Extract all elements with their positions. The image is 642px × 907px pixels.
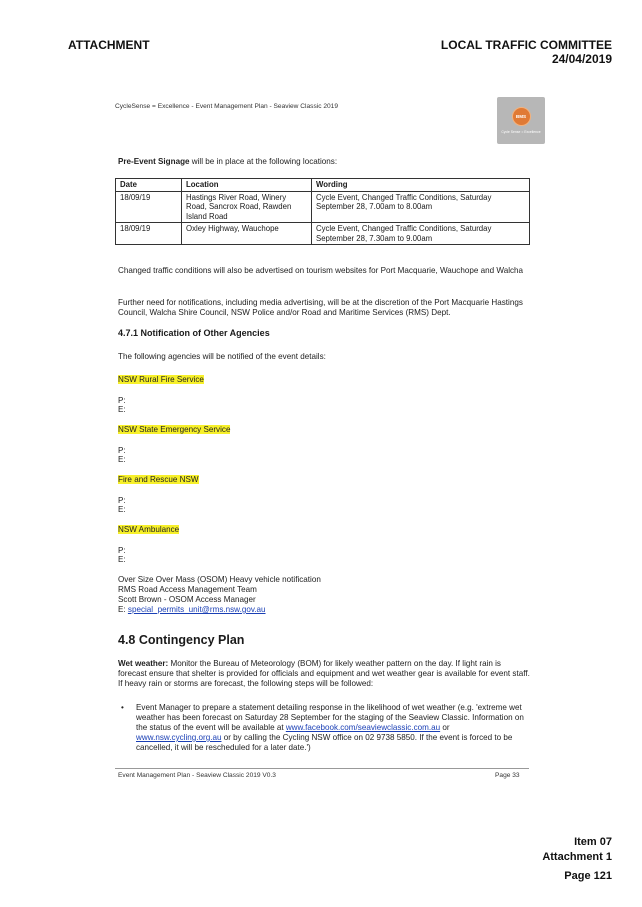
document-header: CycleSense = Excellence - Event Management Plan - Seaview Classic 2019 [115, 103, 339, 110]
agency-name: Fire and Rescue NSW [118, 475, 199, 484]
changed-conditions-paragraph: Changed traffic conditions will also be advertised on tourism websites for Port Macquarie, Wauchope and Walcha [118, 266, 524, 275]
agency-email: E: [118, 555, 126, 564]
cell-date: 18/09/19 [116, 191, 182, 223]
cell-wording: Cycle Event, Changed Traffic Conditions, Saturday September 28, 7.00am to 8.00am [312, 191, 530, 223]
agency-phone: P: [118, 546, 126, 555]
nsw-cycling-link[interactable]: www.nsw.cycling.org.au [136, 733, 222, 742]
facebook-link[interactable]: www.facebook.com/seaviewclassic.com.au [285, 723, 441, 732]
osom-email-prefix: E: [118, 605, 128, 614]
wet-weather-paragraph [118, 659, 532, 689]
signage-intro-rest: will be in place at the following locations: [189, 157, 338, 166]
osom-notification: Over Size Over Mass (OSOM) Heavy vehicle notification [118, 575, 321, 584]
page-number: Page 121 [564, 870, 612, 882]
section-4-7-1-heading: 4.7.1 Notification of Other Agencies [118, 328, 270, 338]
agency-email: E: [118, 405, 126, 414]
col-header-location: Location [182, 179, 312, 192]
committee-date: 24/04/2019 [551, 52, 612, 66]
cell-wording: Cycle Event, Changed Traffic Conditions, Saturday September 28, 7.30am to 9.00am [312, 223, 530, 245]
col-header-wording: Wording [312, 179, 530, 192]
logo-emblem [512, 107, 531, 126]
agency-phone: P: [118, 446, 126, 455]
wet-weather-text: Monitor the Bureau of Meteorology (BOM) for likely weather pattern on the day. If light rain is forecast ensure that shelter is provided for officials and equipment and wet weather gear is available for event staff. If heavy rain or storms are forecast, the following steps will be followed: [118, 659, 530, 688]
cell-location: Oxley Highway, Wauchope [182, 223, 312, 245]
logo-initials: BMS [515, 114, 527, 119]
table-header-row [116, 179, 530, 192]
signage-table [115, 178, 530, 245]
cell-date: 18/09/19 [116, 223, 182, 245]
further-notification-paragraph: Further need for notifications, including media advertising, will be at the discretion of the Port Macquarie Hastings Council, Walcha Shire Council, NSW Police and/or Road and Maritime Services (RMS) Dept. [118, 298, 523, 317]
agency-phone: P: [118, 496, 126, 505]
agency-name: NSW Ambulance [118, 525, 180, 534]
agency-block [118, 475, 199, 485]
attachment-label: ATTACHMENT [68, 38, 150, 52]
wet-weather-label: Wet weather: [118, 659, 169, 668]
agency-block [118, 425, 230, 435]
osom-contact: Scott Brown - OSOM Access Manager [118, 595, 256, 604]
signage-intro [118, 157, 337, 167]
agency-block [118, 525, 179, 535]
osom-team: RMS Road Access Management Team [118, 585, 257, 594]
bullet-item [136, 703, 534, 753]
bullet-text-2: or [440, 723, 450, 732]
document-footer-title: Event Management Plan - Seaview Classic 2019 V0.3 [118, 772, 276, 779]
document-footer-page: Page 33 [495, 772, 520, 779]
attachment-number: Attachment 1 [542, 851, 612, 863]
agency-name: NSW State Emergency Service [118, 425, 231, 434]
col-header-date: Date [116, 179, 182, 192]
table-row [116, 191, 530, 223]
osom-email-link[interactable]: special_permits_unit@rms.nsw.gov.au [127, 605, 266, 614]
agency-name: NSW Rural Fire Service [118, 375, 204, 384]
footer-divider [115, 768, 529, 769]
item-number: Item 07 [574, 836, 612, 848]
cyclesense-logo [497, 97, 545, 144]
bullet-icon: • [121, 703, 124, 712]
signage-intro-bold: Pre-Event Signage [118, 157, 190, 166]
agency-phone: P: [118, 396, 126, 405]
cell-location: Hastings River Road, Winery Road, Sancrox Road, Rawden Island Road [182, 191, 312, 223]
table-row [116, 223, 530, 245]
section-4-8-heading: 4.8 Contingency Plan [118, 633, 245, 647]
osom-email-line [118, 605, 266, 615]
logo-tagline: Cycle Sense = Excellence [501, 130, 541, 134]
agencies-intro: The following agencies will be notified of the event details: [118, 352, 326, 361]
agency-email: E: [118, 505, 126, 514]
bullet-text-1: Event Manager to prepare a statement detailing response in the likelihood of wet weather (e.g. 'extreme wet weather has been forecast on Saturday 28 September for the staging of the Seaview Classic. Information on the status of the event will be available at [136, 703, 524, 732]
committee-title: LOCAL TRAFFIC COMMITTEE [440, 38, 612, 52]
agency-block [118, 375, 204, 385]
bullet-text-3: or by calling the Cycling NSW office on 02 9738 5850. If the event is forced to be cancelled, it will be rescheduled for a later date.') [136, 733, 513, 752]
agency-email: E: [118, 455, 126, 464]
